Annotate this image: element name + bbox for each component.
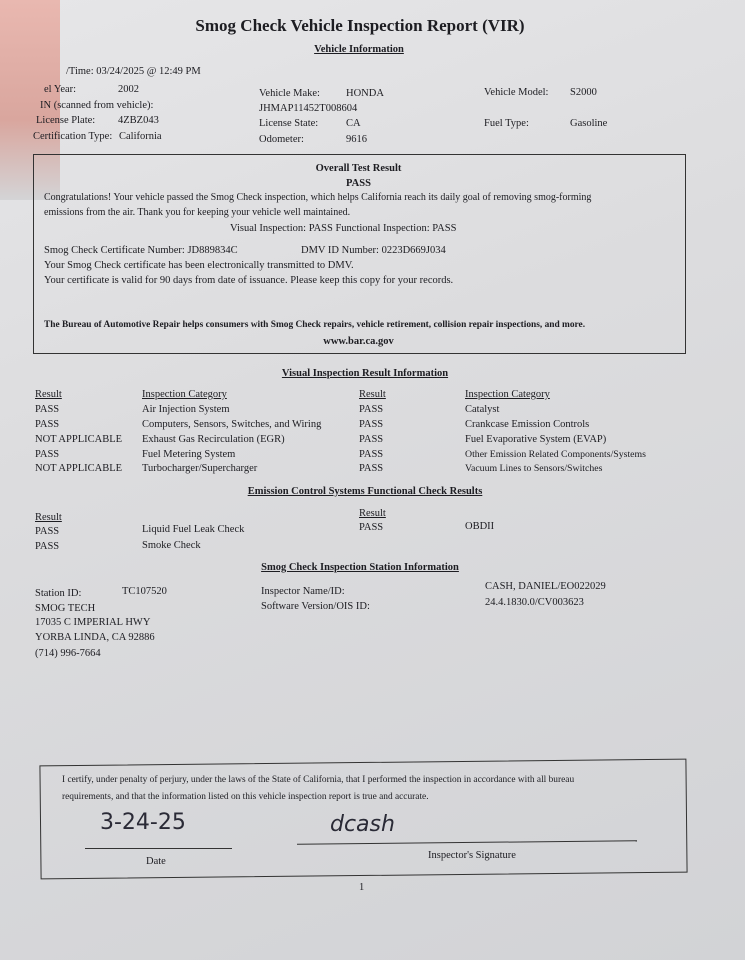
visual-right-result: PASS <box>359 419 384 430</box>
date-label: Date <box>146 856 166 867</box>
station-address-1: 17035 C IMPERIAL HWY <box>35 617 151 628</box>
visual-left-category: Fuel Metering System <box>142 449 236 460</box>
station-id-value: TC107520 <box>122 586 167 597</box>
visual-right-category: Other Emission Related Components/Systems <box>465 449 646 460</box>
visual-left-result: PASS <box>35 404 60 415</box>
visual-right-result: PASS <box>359 463 384 474</box>
visual-right-category: Crankcase Emission Controls <box>465 419 590 430</box>
functional-right-result: PASS <box>359 522 384 533</box>
inspector-label: Inspector Name/ID: <box>261 586 345 597</box>
station-phone: (714) 996-7664 <box>35 648 101 659</box>
visual-left-category: Air Injection System <box>142 404 230 415</box>
dmv-id: DMV ID Number: 0223D669J034 <box>301 245 446 256</box>
fuel-label: Fuel Type: <box>484 118 529 129</box>
visual-left-result: NOT APPLICABLE <box>35 463 123 474</box>
plate-value: 4ZBZ043 <box>118 115 159 126</box>
visual-left-category: Exhaust Gas Recirculation (EGR) <box>142 434 285 445</box>
odometer-label: Odometer: <box>259 134 304 145</box>
fuel-value: Gasoline <box>570 118 608 129</box>
plate-label: License Plate: <box>36 115 96 126</box>
software-value: 24.4.1830.0/CV003623 <box>485 597 584 608</box>
station-address-2: YORBA LINDA, CA 92886 <box>35 632 155 643</box>
visual-category-header-left: Inspection Category <box>142 389 227 400</box>
functional-left-result: PASS <box>35 526 60 537</box>
page-number: 1 <box>359 882 365 893</box>
station-name: SMOG TECH <box>35 603 96 614</box>
visual-right-category: Vacuum Lines to Sensors/Switches <box>465 463 603 474</box>
functional-left-result: PASS <box>35 541 60 552</box>
bureau-website: www.bar.ca.gov <box>323 336 394 347</box>
overall-heading: Overall Test Result <box>315 163 402 174</box>
transmitted-note: Your Smog Check certificate has been electronically transmitted to DMV. <box>44 260 354 271</box>
date-time: /Time: 03/24/2025 @ 12:49 PM <box>66 66 201 77</box>
functional-result-header-left: Result <box>35 512 62 523</box>
bureau-note: The Bureau of Automotive Repair helps consumers with Smog Check repairs, vehicle retirement, collision repair inspections, and more. <box>44 320 586 330</box>
year-value: 2002 <box>118 84 139 95</box>
vehicle-info-heading: Vehicle Information <box>314 44 404 55</box>
make-label: Vehicle Make: <box>259 88 320 99</box>
handwritten-signature: dcash <box>330 812 395 837</box>
visual-inspection-heading: Visual Inspection Result Information <box>281 368 449 379</box>
state-label: License State: <box>259 118 319 129</box>
inspector-value: CASH, DANIEL/EO022029 <box>485 581 606 592</box>
visual-result-header-right: Result <box>359 389 386 400</box>
overall-message-2: emissions from the air. Thank you for keeping your vehicle well maintained. <box>44 207 351 218</box>
certify-text-2: requirements, and that the information listed on this vehicle inspection report is true and accurate. <box>62 792 429 802</box>
year-label: el Year: <box>44 84 77 95</box>
visual-right-category: Fuel Evaporative System (EVAP) <box>465 434 607 445</box>
vin-label: IN (scanned from vehicle): <box>40 100 154 111</box>
visual-left-result: NOT APPLICABLE <box>35 434 123 445</box>
valid-note: Your certificate is valid for 90 days from date of issuance. Please keep this copy for your records. <box>44 275 454 286</box>
visual-left-result: PASS <box>35 449 60 460</box>
model-value: S2000 <box>570 87 597 98</box>
visual-functional-result: Visual Inspection: PASS Functional Inspection: PASS <box>230 223 457 234</box>
certificate-number: Smog Check Certificate Number: JD889834C <box>44 245 238 256</box>
visual-result-header-left: Result <box>35 389 62 400</box>
certify-text-1: I certify, under penalty of perjury, under the laws of the State of California, that I performed the inspection in accordance with all bureau <box>62 775 575 785</box>
visual-left-category: Computers, Sensors, Switches, and Wiring <box>142 419 322 430</box>
visual-right-result: PASS <box>359 434 384 445</box>
handwritten-date: 3-24-25 <box>100 810 186 835</box>
overall-result: PASS <box>346 178 371 189</box>
make-value: HONDA <box>346 88 384 99</box>
visual-left-category: Turbocharger/Supercharger <box>142 463 258 474</box>
station-heading: Smog Check Inspection Station Information <box>261 562 459 573</box>
cert-type-value: California <box>119 131 162 142</box>
report-title: Smog Check Vehicle Inspection Report (VIR) <box>195 16 525 35</box>
odometer-value: 9616 <box>346 134 367 145</box>
visual-left-result: PASS <box>35 419 60 430</box>
cert-type-label: Certification Type: <box>33 131 113 142</box>
functional-right-check: OBDII <box>465 521 495 532</box>
visual-right-result: PASS <box>359 449 384 460</box>
software-label: Software Version/OIS ID: <box>261 601 370 612</box>
signature-label: Inspector's Signature <box>428 850 516 861</box>
visual-right-category: Catalyst <box>465 404 500 415</box>
functional-left-check: Liquid Fuel Leak Check <box>142 524 245 535</box>
overall-message-1: Congratulations! Your vehicle passed the Smog Check inspection, which helps California reach its daily goal of removing smog-forming <box>44 192 592 203</box>
vin-value: JHMAP11452T008604 <box>259 103 358 114</box>
visual-right-result: PASS <box>359 404 384 415</box>
functional-result-header-right: Result <box>359 508 386 519</box>
station-id-label: Station ID: <box>35 588 82 599</box>
functional-heading: Emission Control Systems Functional Check Results <box>247 486 483 497</box>
visual-category-header-right: Inspection Category <box>465 389 550 400</box>
state-value: CA <box>346 118 361 129</box>
date-line <box>85 848 232 849</box>
model-label: Vehicle Model: <box>484 87 549 98</box>
functional-left-check: Smoke Check <box>142 540 201 551</box>
